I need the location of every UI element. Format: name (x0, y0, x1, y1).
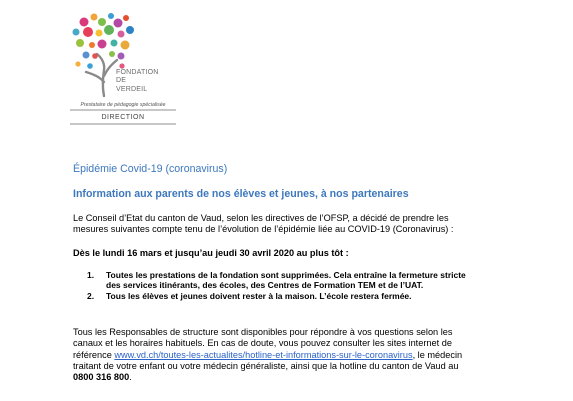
tree-logo-icon (64, 8, 184, 126)
hotline-suffix: . (129, 372, 132, 383)
logo-name (116, 69, 159, 94)
closing-line-1: Tous les Responsables de structure sont disponibles pour répondre à vos questions selon les (73, 327, 453, 337)
document-heading: Épidémie Covid-19 (coronavirus) (73, 163, 228, 175)
list-item-number: 2. (87, 290, 95, 301)
logo-line-2: DE (116, 77, 127, 85)
logo-department: DIRECTION (101, 114, 145, 121)
closing-paragraph (73, 327, 543, 383)
list-item-line-2: des services itinérants, des écoles, des Centres de Formation TEM et de l’UAT. (106, 280, 424, 291)
list-item-number: 1. (87, 270, 95, 280)
closing-line-3-suffix: , le médecin (412, 349, 463, 360)
logo-line-1: FONDATION (116, 69, 159, 76)
hotline-number: 0800 316 800 (73, 372, 130, 383)
list-item-line-1: Toutes les prestations de la fondation sont supprimées. Cela entraîne la fermeture stricte (106, 270, 466, 280)
intro-line-1: Le Conseil d’Etat du canton de Vaud, selon les directives de l’OFSP, a décidé de prendre les (73, 213, 449, 223)
dates-line: Dès le lundi 16 mars et jusqu’au jeudi 30 avril 2020 au plus tôt : (73, 248, 349, 258)
closing-line-4: traitant de votre enfant ou votre médecin généraliste, ainsi que la hotline du canton de Vaud au (73, 360, 459, 371)
intro-paragraph (73, 213, 543, 236)
foundation-logo (64, 8, 184, 126)
logo-line-3: VERDEIL (116, 85, 148, 93)
list-item (73, 291, 546, 301)
closing-line-3-prefix: référence (73, 349, 115, 360)
document-subheading: Information aux parents de nos élèves et jeunes, à nos partenaires (73, 188, 409, 200)
coronavirus-info-link[interactable]: www.vd.ch/toutes-les-actualites/hotline-et-informations-sur-le-coronavirus (114, 349, 413, 360)
list-item-line-1: Tous les élèves et jeunes doivent rester à la maison. L’école restera fermée. (106, 290, 412, 301)
closing-line-2: canaux et les horaires habituels. En cas de doute, vous pouvez consulter les sites internet de (73, 338, 452, 349)
intro-line-2: mesures suivantes compte tenu de l’évolution de l’épidémie liée au COVID-19 (Coronavirus) : (73, 224, 454, 235)
logo-tagline: Prestataire de pédagogie spécialisée (80, 102, 166, 108)
measures-list (73, 270, 546, 301)
list-item (73, 270, 546, 291)
